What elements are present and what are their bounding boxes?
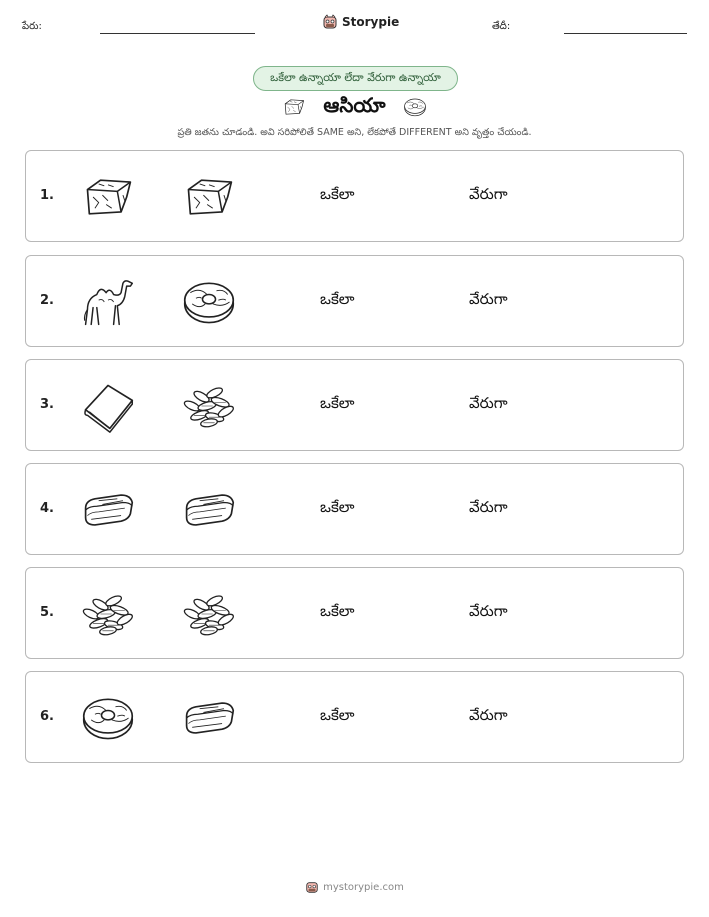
brand-name: Storypie [342,15,400,29]
different-option[interactable]: వేరుగా [469,498,508,516]
same-option[interactable]: ఒకేలా [320,185,355,203]
different-option[interactable]: వేరుగా [469,706,508,724]
question-card [25,150,684,242]
same-option[interactable]: ఒకేలా [320,290,355,308]
footer-url[interactable]: mystorypie.com [323,881,404,893]
name-label: పేరు: [22,21,42,32]
date-label: తేదీ: [492,21,511,32]
folded-fabric-icon [80,482,136,538]
folded-fabric-icon [181,690,237,746]
wooden-donut-icon [80,690,136,746]
question-card [25,567,684,659]
storypie-mascot-icon [322,14,338,30]
same-option[interactable]: ఒకేలా [320,394,355,412]
question-number: 4. [40,501,54,516]
different-option[interactable]: వేరుగా [469,394,508,412]
question-card [25,463,684,555]
worksheet-type-pill: ఒకేలా ఉన్నాయా లేదా వేరుగా ఉన్నాయా [253,66,458,91]
title-row [0,93,709,121]
question-card [25,359,684,451]
stone-block-icon [279,95,309,119]
question-card [25,671,684,763]
dates-pile-icon [80,586,136,642]
instruction-text: ప్రతి జతను చూడండి. అవి సరిపోలితే SAME అని, లేకపోతే DIFFERENT అని వృత్తం చేయండి. [177,127,532,138]
stone-block-icon [80,169,136,225]
question-number: 1. [40,188,54,203]
footer [0,880,709,894]
question-number: 6. [40,709,54,724]
storypie-mascot-icon [305,880,319,894]
question-card [25,255,684,347]
same-option[interactable]: ఒకేలా [320,602,355,620]
different-option[interactable]: వేరుగా [469,290,508,308]
question-number: 3. [40,397,54,412]
folded-fabric-icon [181,482,237,538]
wooden-donut-icon [181,274,237,330]
question-number: 2. [40,293,54,308]
worksheet-header [22,14,687,38]
dates-pile-icon [181,378,237,434]
date-write-line[interactable] [564,33,687,34]
same-option[interactable]: ఒకేలా [320,498,355,516]
wooden-donut-icon [400,95,430,119]
camel-icon [80,274,136,330]
page-title: ఆసియా [323,92,386,117]
folded-cloth-icon [80,378,136,434]
name-write-line[interactable] [100,33,255,34]
different-option[interactable]: వేరుగా [469,185,508,203]
dates-pile-icon [181,586,237,642]
stone-block-icon [181,169,237,225]
same-option[interactable]: ఒకేలా [320,706,355,724]
different-option[interactable]: వేరుగా [469,602,508,620]
question-number: 5. [40,605,54,620]
brand-logo [322,14,399,30]
